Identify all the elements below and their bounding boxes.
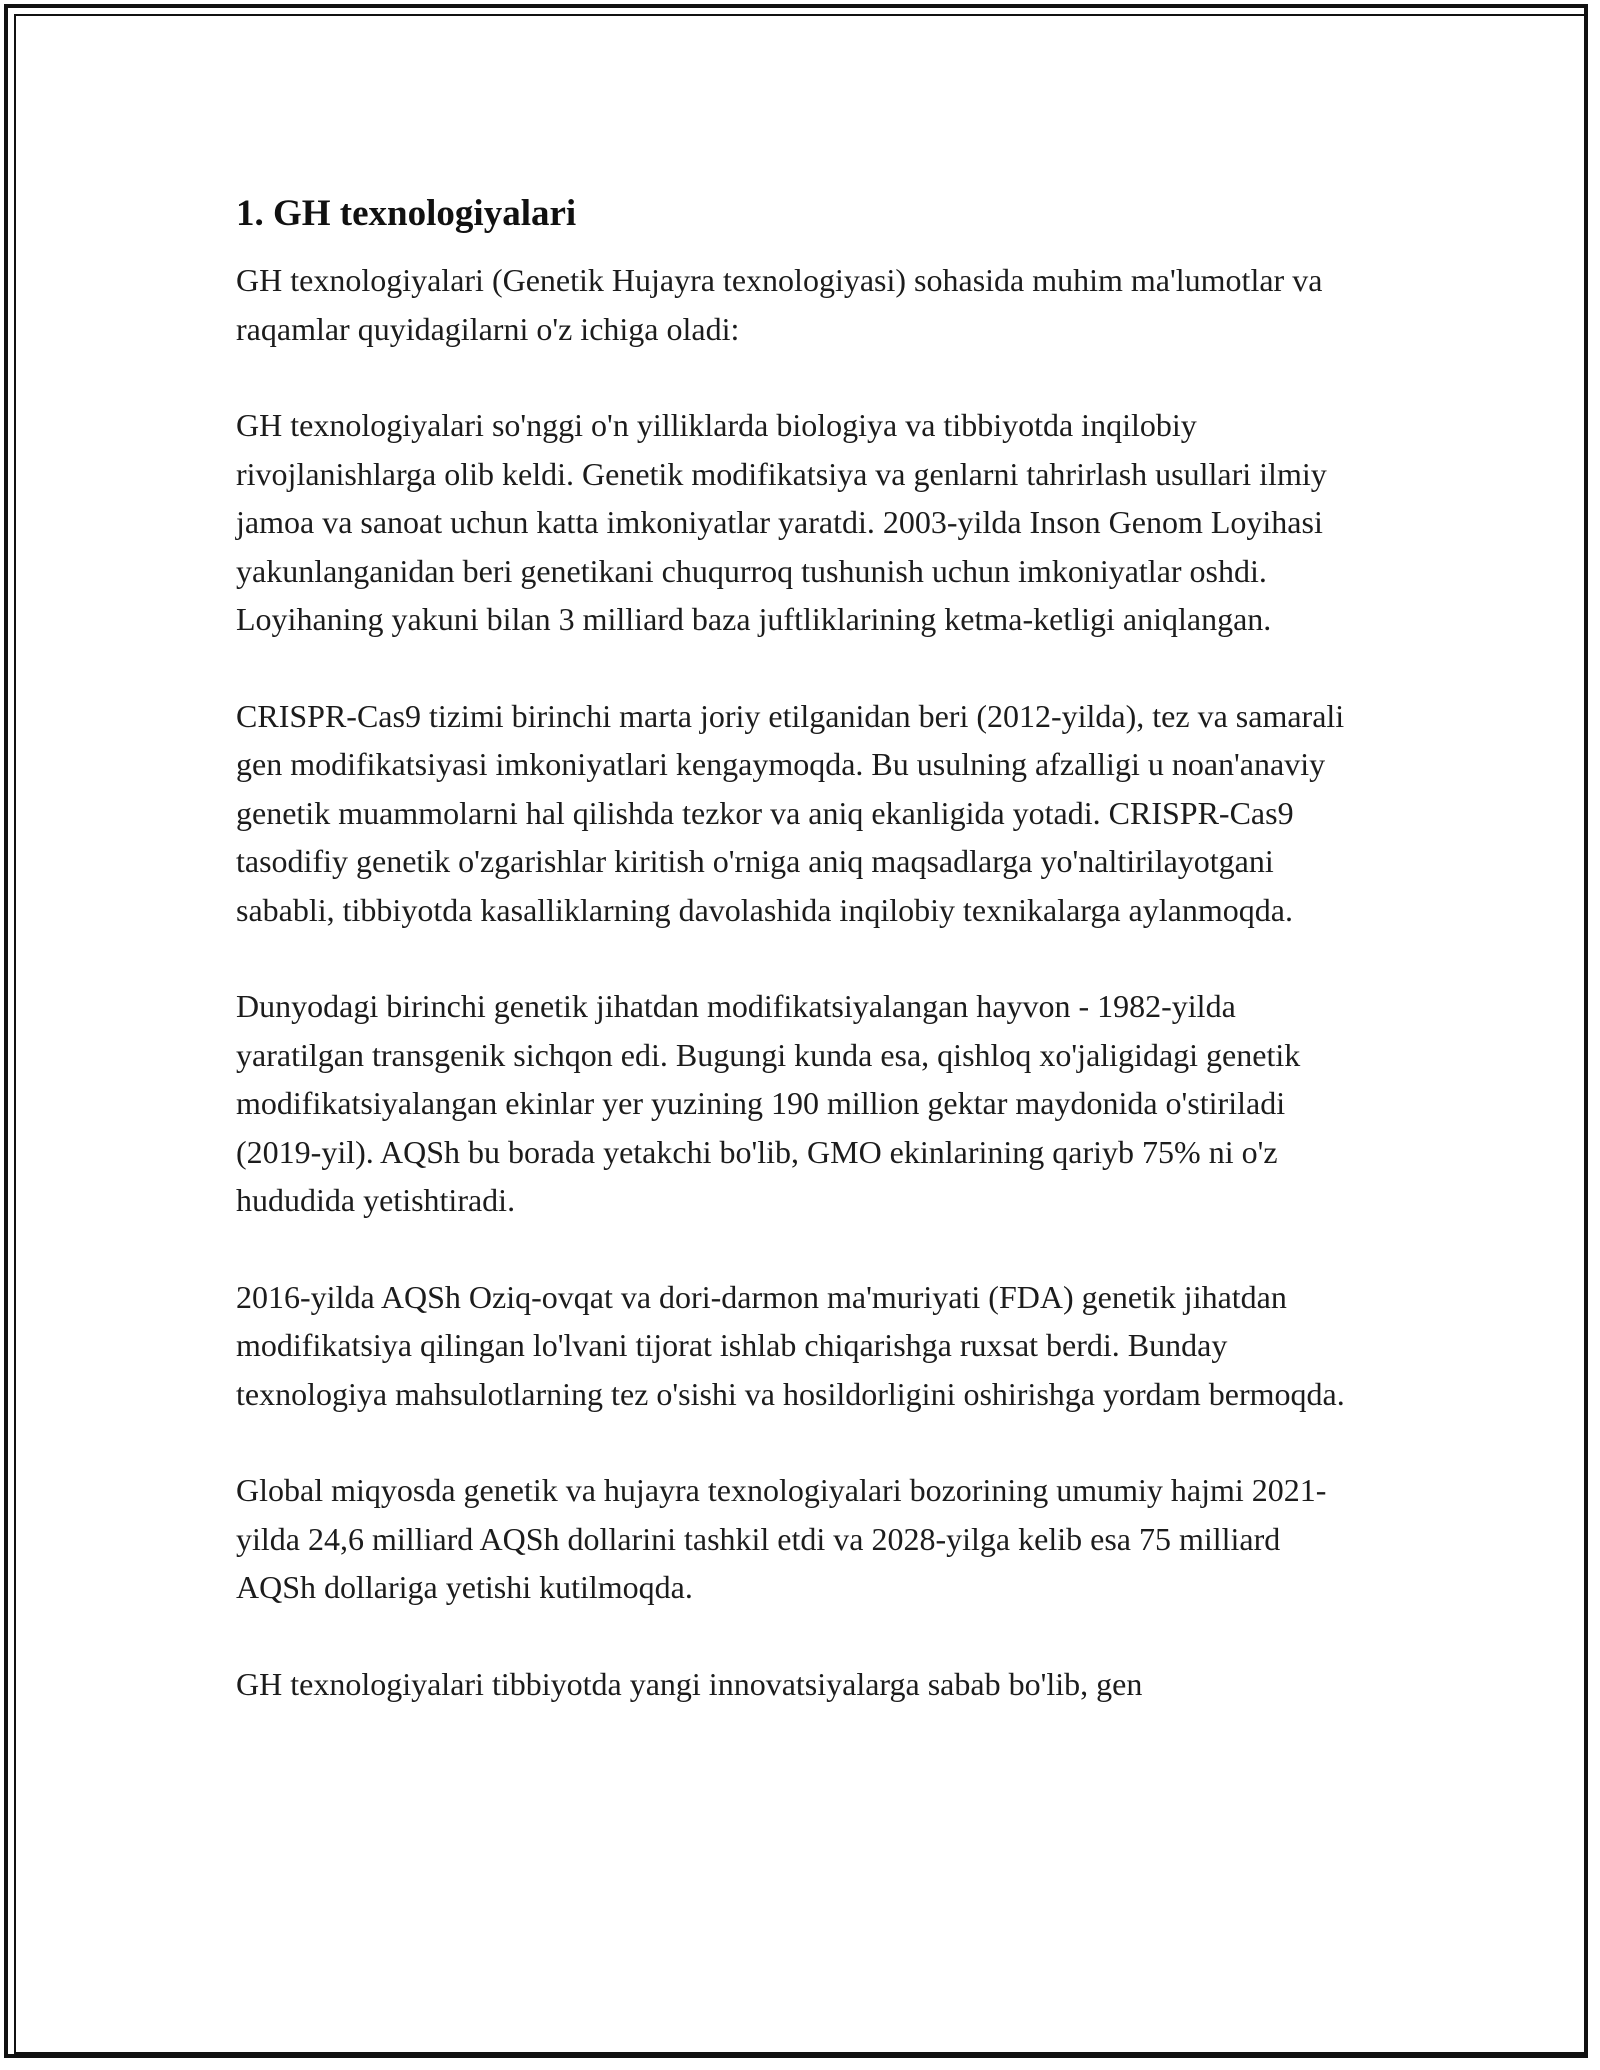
paragraph-transgenic: Dunyodagi birinchi genetik jihatdan modifikatsiyalangan hayvon - 1982-yilda yaratilgan transgenik sichqon edi. Bugungi kunda esa, qishloq xo'jaligidagi genetik modifikatsiyalangan ekinlar yer yuzining 190 million gektar maydonida o'stiriladi (2019-yil). AQSh bu borada yetakchi bo'lib, GMO ekinlarining qariyb 75% ni o'z hududida yetishtiradi.: [236, 988, 1301, 1218]
paragraph-genome-project: GH texnologiyalari so'nggi o'n yilliklarda biologiya va tibbiyotda inqilobiy rivojlanishlarga olib keldi. Genetik modifikatsiya va genlarni tahrirlash usullari ilmiy jamoa va sanoat uchun katta imkoniyatlar yaratdi. 2003-yilda Inson Genom Loyihasi yakunlanganidan beri genetikani chuqurroq tushunish uchun imkoniyatlar oshdi. Loyihaning yakuni bilan 3 milliard baza juftliklarining ketma-ketligi aniqlangan.: [236, 407, 1327, 637]
document-body: [236, 186, 1366, 1708]
paragraph-innovations: GH texnologiyalari tibbiyotda yangi innovatsiyalarga sabab bo'lib, gen: [236, 1665, 1143, 1702]
paragraph-fda: 2016-yilda AQSh Oziq-ovqat va dori-darmon ma'muriyati (FDA) genetik jihatdan modifikatsiya qilingan lo'lvani tijorat ishlab chiqarishga ruxsat berdi. Bunday texnologiya mahsulotlarning tez o'sishi va hosildorligini oshirishga yordam bermoqda.: [236, 1278, 1345, 1412]
section-heading: 1. GH texnologiyalari: [236, 193, 577, 234]
paragraph-intro: GH texnologiyalari (Genetik Hujayra texnologiyasi) sohasida muhim ma'lumotlar va raqamlar quyidagilarni o'z ichiga oladi:: [236, 262, 1323, 347]
paragraph-market: Global miqyosda genetik va hujayra texnologiyalari bozorining umumiy hajmi 2021-yilda 24,6 milliard AQSh dollarini tashkil etdi va 2028-yilga kelib esa 75 milliard AQSh dollariga yetishi kutilmoqda.: [236, 1472, 1327, 1605]
paragraph-crispr: CRISPR-Cas9 tizimi birinchi marta joriy etilganidan beri (2012-yilda), tez va samarali gen modifikatsiyasi imkoniyatlari kengaymoqda. Bu usulning afzalligi u noan'anaviy genetik muammolarni hal qilishda tezkor va aniq ekanligida yotadi. CRISPR-Cas9 tasodifiy genetik o'zgarishlar kiritish o'rniga aniq maqsadlarga yo'naltirilayotgani sababli, tibbiyotda kasalliklarning davolashida inqilobiy texnikalarga aylanmoqda.: [236, 697, 1345, 928]
